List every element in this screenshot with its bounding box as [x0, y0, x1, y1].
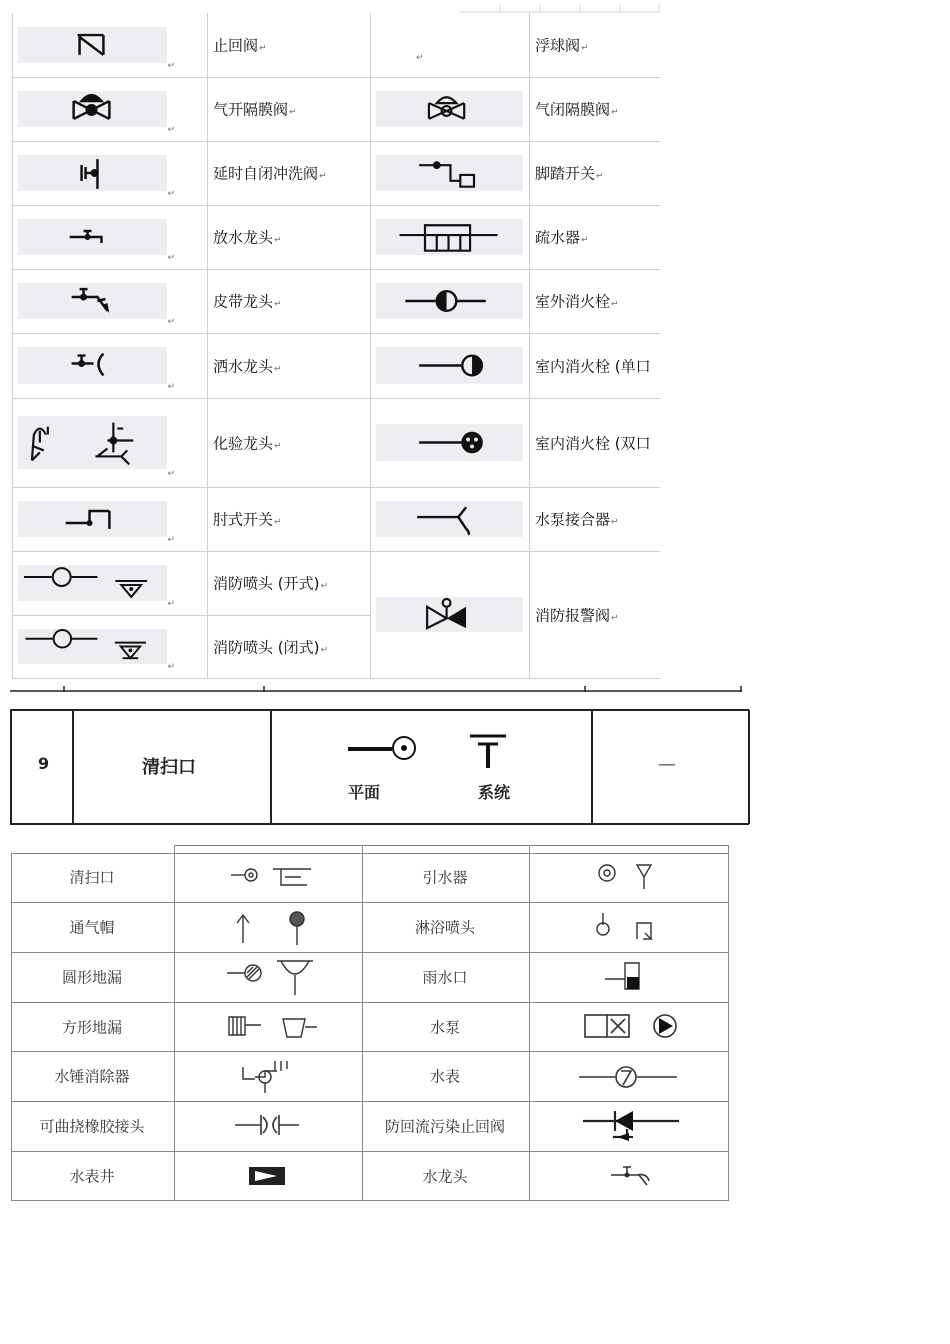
vent-cap-icon [221, 909, 321, 949]
row-line [12, 678, 660, 679]
sprinkler-faucet-icon [18, 347, 167, 384]
label-cell: 化验龙头↵ [213, 434, 282, 452]
rainwater-inlet-icon [571, 957, 691, 997]
label-cell: 放水龙头↵ [213, 228, 282, 247]
item-label: 化验龙头 [213, 434, 274, 452]
symbol-cell [370, 141, 529, 205]
item-name: 水表 [429, 1067, 461, 1086]
elbow-switch-icon [18, 501, 167, 537]
symbol-cell: ↵ [12, 398, 207, 487]
flexible-rubber-joint-icon [221, 1109, 321, 1143]
symbol-cell [370, 77, 529, 141]
outdoor-hydrant-icon [376, 283, 523, 319]
symbol-cell [370, 551, 529, 678]
symbol-cell: ↵ [12, 551, 207, 615]
item-label: 室外消火栓 [535, 292, 611, 311]
item-label: 洒水龙头 [213, 357, 274, 375]
item-label: 肘式开关 [213, 510, 274, 529]
item-label: 气开隔膜阀 [213, 100, 289, 119]
symbol-cell: ↵ [12, 141, 207, 205]
plan-label: 平面 [348, 783, 381, 802]
hose-faucet-icon [18, 283, 167, 319]
square-floor-drain-icon [221, 1009, 321, 1049]
water-meter-icon [571, 1059, 691, 1095]
symbol-cell: ↵ [12, 77, 207, 141]
closed-sprinkler-icon [18, 629, 167, 664]
float-valve-icon: ↵ [416, 53, 424, 63]
item-label: 气闭隔膜阀 [535, 100, 611, 119]
open-sprinkler-icon [18, 565, 167, 601]
item-name: 防回流污染止回阀 [384, 1117, 506, 1136]
item-name: 清扫口 [69, 868, 115, 887]
symbol-cell [370, 333, 529, 398]
label-cell: 室外消火栓↵ [535, 292, 619, 311]
item-name: 圆形地漏 [61, 968, 123, 987]
item-name: 雨水口 [422, 968, 468, 987]
symbol-cell [370, 13, 529, 77]
label-cell: 气开隔膜阀↵ [213, 100, 297, 119]
label-cell: 脚踏开关↵ [535, 164, 604, 183]
item-label: 水泵接合器 [535, 510, 611, 529]
water-hammer-arrestor-icon [221, 1057, 321, 1097]
row-number: 9 [38, 754, 50, 773]
delay-flush-valve-icon [18, 155, 167, 191]
table-top-stub [460, 0, 660, 13]
symbol-cell [370, 398, 529, 487]
round-floor-drain-icon [221, 957, 321, 997]
label-cell: 消防喷头 (开式)↵ [213, 574, 329, 593]
indoor-hydrant-single-icon [376, 347, 523, 384]
item-label: 浮球阀 [535, 36, 581, 55]
scanned-table-row [8, 684, 753, 829]
label-cell: 洒水龙头↵ [213, 357, 282, 375]
symbol-table-2 [11, 845, 729, 1201]
pump-connector-icon [376, 501, 523, 537]
item-name: 清扫口 [142, 757, 196, 778]
air-close-diaphragm-valve-icon [376, 91, 523, 127]
item-name: 水泵 [429, 1018, 461, 1037]
symbol-cell: ↵ [12, 615, 207, 678]
drain-faucet-icon [18, 219, 167, 255]
item-label: 放水龙头 [213, 228, 274, 247]
cleanout-icon [221, 861, 321, 895]
item-name: 水锤消除器 [54, 1067, 130, 1086]
check-valve-icon [18, 27, 167, 63]
foot-switch-icon [376, 155, 523, 191]
item-name: 方形地漏 [61, 1018, 123, 1037]
item-label: 疏水器 [535, 228, 581, 247]
cleanout-plan-icon [344, 734, 424, 764]
symbol-cell [370, 487, 529, 551]
label-cell: 肘式开关↵ [213, 510, 282, 529]
label-cell: 气闭隔膜阀↵ [535, 100, 619, 119]
item-name: 水表井 [69, 1167, 115, 1186]
symbol-cell: ↵ [12, 205, 207, 269]
symbol-cell: ↵ [12, 269, 207, 333]
meter-well-icon [221, 1159, 321, 1193]
label-cell: 浮球阀↵ [535, 36, 589, 55]
faucet-icon [571, 1159, 691, 1193]
item-name: 水龙头 [422, 1167, 468, 1186]
item-label: 消防喷头 (开式) [213, 574, 320, 593]
backflow-preventer-icon [571, 1107, 691, 1147]
item-label: 室内消火栓 (双口 [535, 434, 651, 452]
item-name: 可曲挠橡胶接头 [39, 1117, 145, 1136]
item-label: 室内消火栓 (单口 [535, 357, 651, 375]
cleanout-system-icon [464, 728, 514, 772]
item-label: 止回阀 [213, 36, 259, 55]
item-label: 脚踏开关 [535, 164, 596, 183]
lab-faucet-icon [18, 416, 167, 469]
system-label: 系统 [478, 783, 511, 802]
alarm-valve-icon [376, 597, 523, 632]
remark: — [658, 754, 676, 775]
label-cell: 消防报警阀↵ [535, 606, 619, 624]
item-name: 引水器 [422, 868, 468, 887]
symbol-table-1 [12, 13, 660, 679]
label-cell: 水泵接合器↵ [535, 510, 619, 529]
item-label: 延时自闭冲洗阀 [213, 164, 319, 183]
symbol-cell: ↵ [12, 333, 207, 398]
label-cell: 止回阀↵ [213, 36, 267, 55]
label-cell [529, 333, 660, 398]
label-cell: 疏水器↵ [535, 228, 589, 247]
item-name: 淋浴喷头 [414, 918, 476, 937]
indoor-hydrant-double-icon [376, 424, 523, 461]
label-cell: 延时自闭冲洗阀↵ [213, 164, 327, 183]
item-label: 消防喷头 (闭式) [213, 638, 320, 656]
label-cell: 消防喷头 (闭式)↵ [213, 638, 329, 656]
symbol-cell: ↵ [12, 13, 207, 77]
item-label: 消防报警阀 [535, 606, 611, 624]
symbol-cell: ↵ [12, 487, 207, 551]
steam-trap-icon [376, 219, 523, 255]
label-cell [529, 398, 660, 487]
item-label: 皮带龙头 [213, 292, 274, 311]
item-name: 通气帽 [69, 918, 115, 937]
air-open-diaphragm-valve-icon [18, 91, 167, 127]
water-diverter-icon [571, 859, 691, 897]
water-pump-icon [571, 1009, 691, 1045]
label-cell: 皮带龙头↵ [213, 292, 282, 311]
symbol-cell [370, 205, 529, 269]
symbol-cell [370, 269, 529, 333]
shower-head-icon [571, 909, 691, 949]
